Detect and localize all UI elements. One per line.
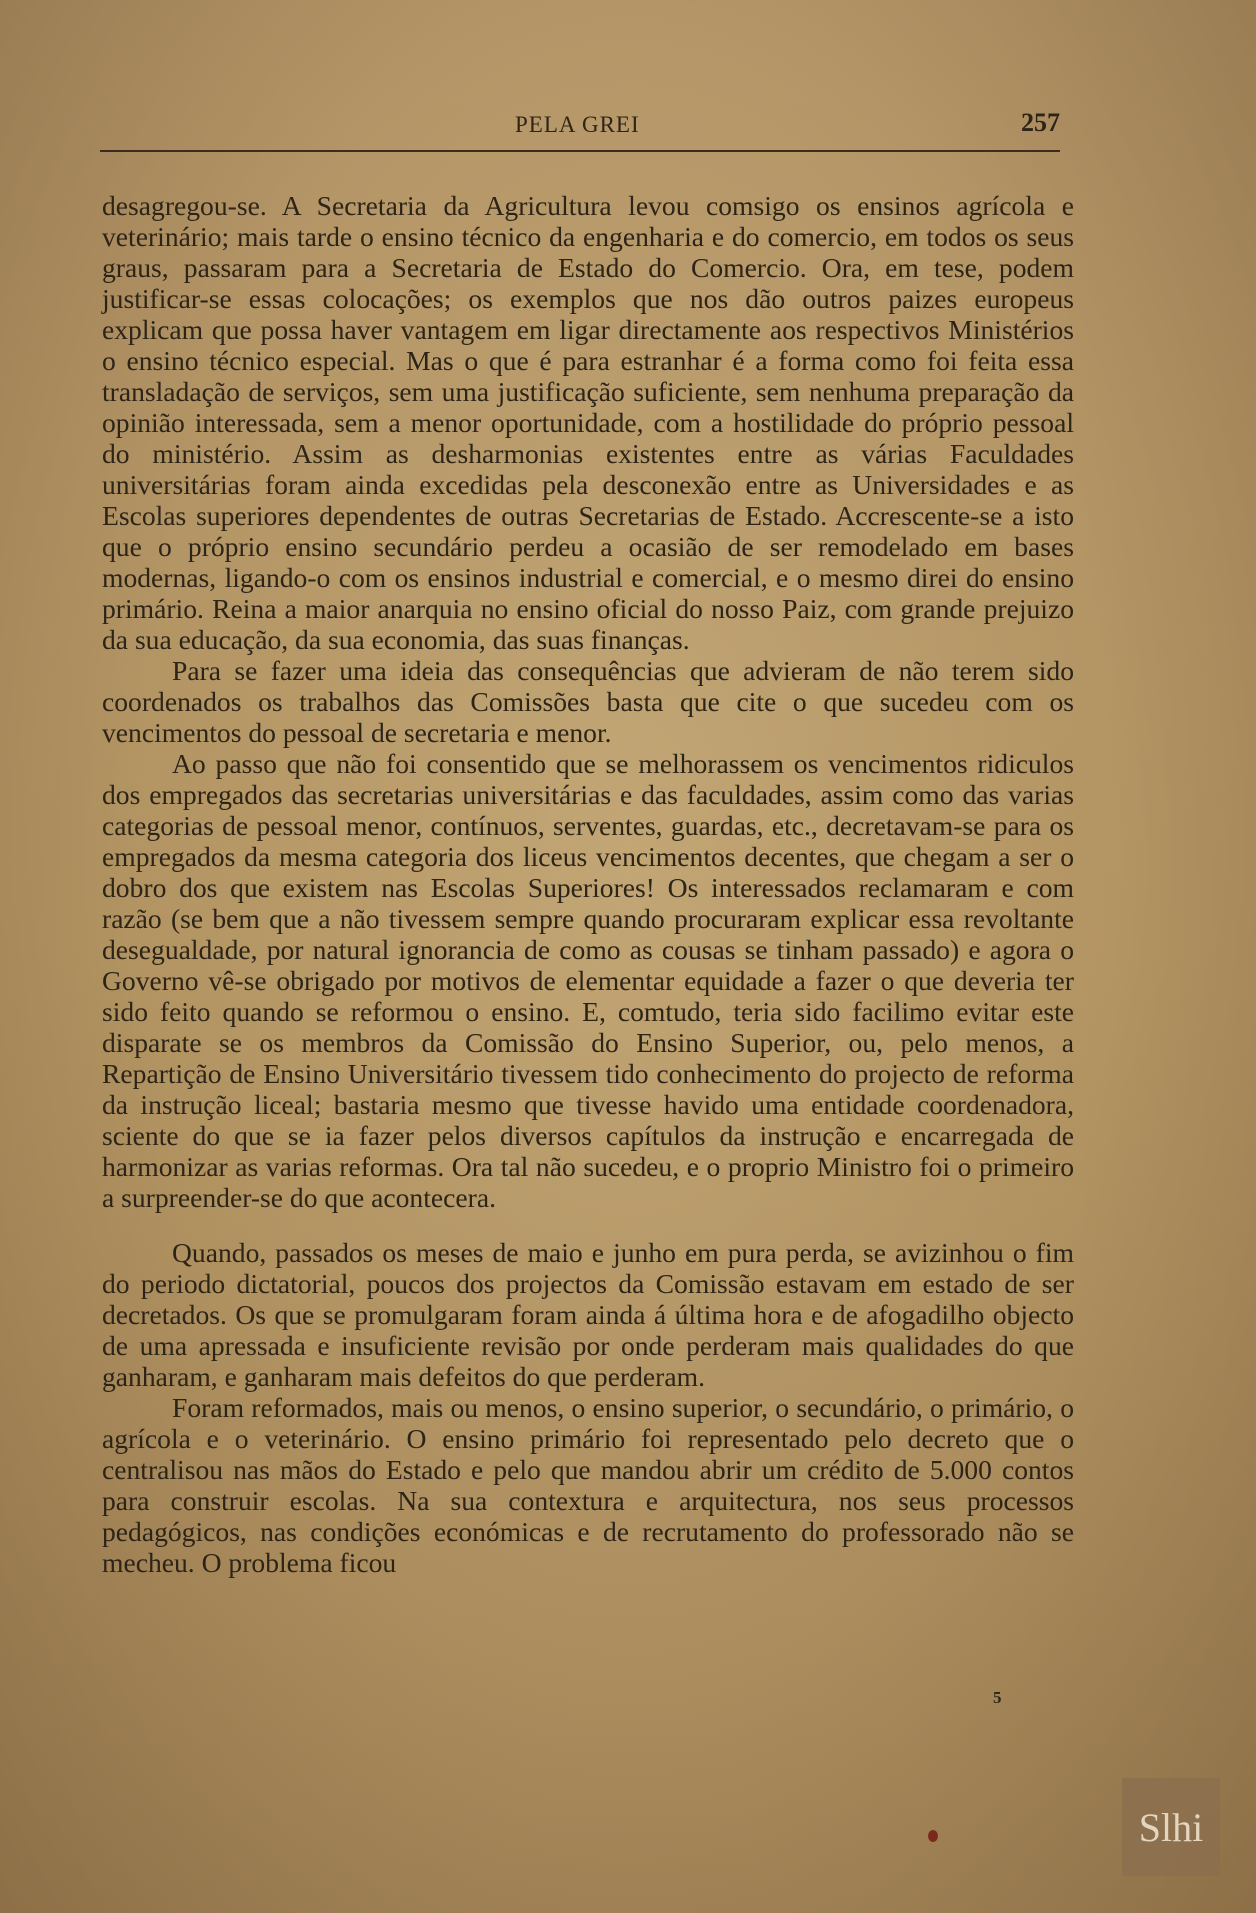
page-header: [100, 108, 1060, 148]
library-watermark: [1122, 1778, 1220, 1876]
page-number: 257: [1021, 108, 1060, 137]
watermark-text: Slhi: [1138, 1804, 1204, 1850]
signature-mark: 5: [993, 1688, 1002, 1707]
paragraph: Ao passo que não foi consentido que se melhorassem os vencimentos ridiculos dos empregados das secretarias universitárias e das faculdades, assim como das varias categorias de pessoal menor, contínuos, serventes, guardas, etc., decretavam-se para os empregados da mesma categoria dos liceus vencimentos decentes, que chegam a ser o dobro dos que existem nas Escolas Superiores! Os interessados reclamaram e com razão (se bem que a não tivessem sempre quando procuraram explicar essa revoltante desegualdade, por natural ignorancia de como as cousas se tinham passado) e agora o Governo vê-se obrigado por motivos de elementar equidade a fazer o que deveria ter sido feito quando se reformou o ensino. E, comtudo, teria sido facilimo evitar este disparate se os membros da Comissão do Ensino Superior, ou, pelo menos, a Repartição de Ensino Universitário tivessem tido conhecimento do projecto de reforma da instrução liceal; bastaria mesmo que tivesse havido uma entidade coordenadora, sciente do que se ia fazer pelos diversos capítulos da instrução e encarregada de harmonizar as varias reformas. Ora tal não sucedeu, e o proprio Ministro foi o primeiro a surpreender-se do que acontecera.: [102, 748, 1074, 1213]
paragraph: desagregou-se. A Secretaria da Agricultura levou comsigo os ensinos agrícola e veterinário; mais tarde o ensino técnico da engenharia e do comercio, em todos os seus graus, passaram para a Secretaria de Estado do Comercio. Ora, em tese, podem justificar-se essas colocações; os exemplos que nos dão outros paizes europeus explicam que possa haver vantagem em ligar directamente aos respectivos Ministérios o ensino técnico especial. Mas o que é para estranhar é a forma como foi feita essa transladação de serviços, sem uma justificação suficiente, sem nenhuma preparação da opinião interessada, sem a menor oportunidade, com a hostilidade do próprio pessoal do ministério. Assim as desharmonias existentes entre as várias Faculdades universitárias foram ainda excedidas pela desconexão entre as Universidades e as Escolas superiores dependentes de outras Secretarias de Estado. Accrescente-se a isto que o próprio ensino secundário perdeu a ocasião de ser remodelado em bases modernas, ligando-o com os ensinos industrial e comercial, e o mesmo direi do ensino primário. Reina a maior anarquia no ensino oficial do nosso Paiz, com grande prejuizo da sua educação, da sua economia, das suas finanças.: [102, 190, 1074, 655]
header-rule: [100, 150, 1060, 152]
paragraph: Para se fazer uma ideia das consequências que advieram de não terem sido coordenados os trabalhos das Comissões basta que cite o que sucedeu com os vencimentos do pessoal de secretaria e menor.: [102, 655, 1074, 748]
body-text: [102, 190, 1074, 1578]
paragraph: Foram reformados, mais ou menos, o ensino superior, o secundário, o primário, o agrícola e o veterinário. O ensino primário foi representado pelo decreto que o centralisou nas mãos do Estado e pelo que mandou abrir um crédito de 5.000 contos para construir escolas. Na sua contextura e arquitectura, nos seus processos pedagógicos, nas condições económicas e de recrutamento do professorado não se mecheu. O problema ficou: [102, 1392, 1074, 1578]
ink-blot: [928, 1830, 938, 1842]
running-head: PELA GREI: [515, 112, 640, 137]
paragraph: Quando, passados os meses de maio e junho em pura perda, se avizinhou o fim do periodo dictatorial, poucos dos projectos da Comissão estavam em estado de ser decretados. Os que se promulgaram foram ainda á última hora e de afogadilho objecto de uma apressada e insuficiente revisão por onde perderam mais qualidades do que ganharam, e ganharam mais defeitos do que perderam.: [102, 1237, 1074, 1392]
